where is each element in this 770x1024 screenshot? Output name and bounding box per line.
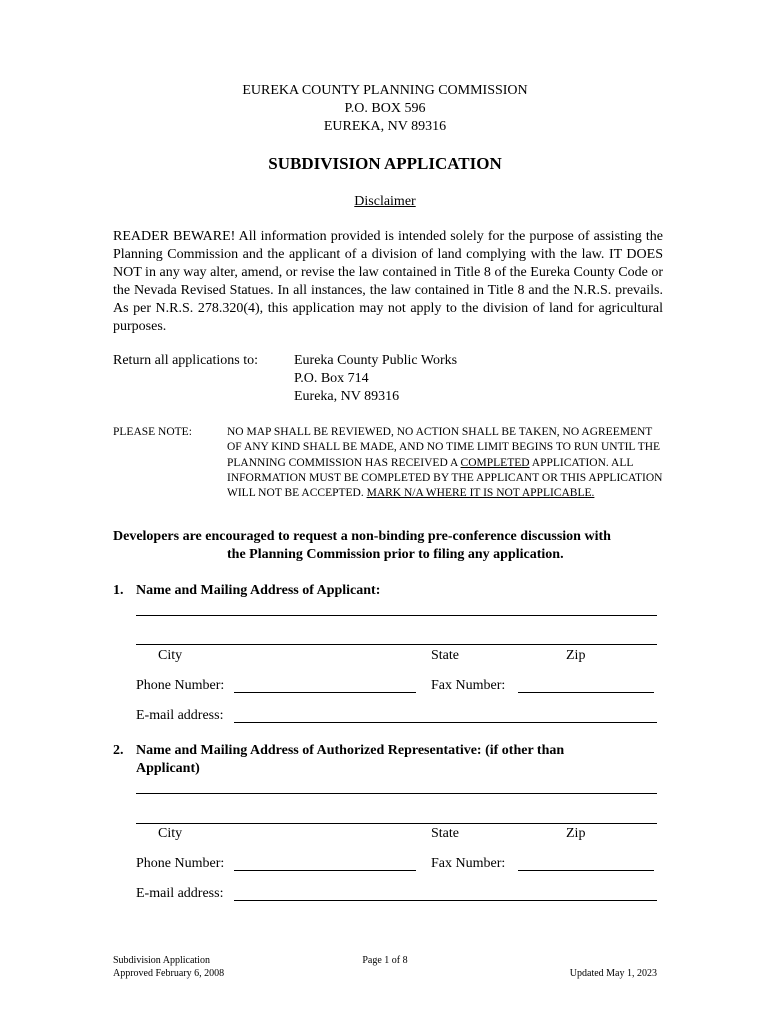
section2-name-line[interactable]: [136, 793, 657, 794]
section1-state-label: State: [431, 648, 459, 663]
return-address-2: P.O. Box 714: [294, 371, 369, 386]
section2-city-label: City: [158, 826, 183, 841]
section1-heading: Name and Mailing Address of Applicant:: [136, 583, 381, 598]
section2-number: 2.: [113, 743, 124, 758]
footer-right: Updated May 1, 2023: [569, 968, 657, 979]
disclaimer-heading: Disclaimer: [354, 194, 416, 209]
header-line-1: EUREKA COUNTY PLANNING COMMISSION: [242, 83, 528, 98]
footer-left-2: Approved February 6, 2008: [113, 968, 225, 979]
section2-fax-line[interactable]: [518, 870, 654, 871]
section1-zip-label: Zip: [566, 648, 586, 663]
document-title: SUBDIVISION APPLICATION: [268, 154, 502, 173]
section1-phone-label: Phone Number:: [136, 678, 225, 693]
disclaimer-text: READER BEWARE! All information provided is intended solely for the purpose of assisting the Planning Commission and the applicant of a division of land complying with the law. IT DOES NOT in any way alter, amend, or revise the law contained in Title 8 of the Eureka County Code or the Nevada Revised Statues. In all instances, the law contained in Title 8 and the N.R.S. prevails. As per N.R.S. 278.320(4), this application may not apply to the division of land for agricultural purposes.: [113, 229, 663, 334]
section1-city-label: City: [158, 648, 183, 663]
note-text-after: APPLICATION. ALL INFORMATION MUST BE COMPLETED BY THE APPLICANT OR THIS APPLICATION WILL NOT BE ACCEPTED.: [227, 456, 663, 500]
section2-heading-line-1: Name and Mailing Address of Authorized Representative: (if other than: [136, 743, 565, 758]
section1-fax-label: Fax Number:: [431, 678, 506, 693]
section2-zip-label: Zip: [566, 826, 586, 841]
note-text-before: NO MAP SHALL BE REVIEWED, NO ACTION SHALL BE TAKEN, NO AGREEMENT OF ANY KIND SHALL BE MADE, AND NO TIME LIMIT BEGINS TO RUN UNTIL THE PLANNING COMMISSION HAS RECEIVED A: [227, 426, 661, 469]
section1-name-line[interactable]: [136, 615, 657, 616]
note-completed: COMPLETED: [460, 456, 530, 469]
section2-address-line[interactable]: [136, 823, 657, 824]
footer-page-number: Page 1 of 8: [362, 955, 408, 966]
return-label: Return all applications to:: [113, 353, 259, 368]
section2-phone-label: Phone Number:: [136, 856, 225, 871]
note-mark-na: MARK N/A WHERE IT IS NOT APPLICABLE.: [366, 487, 595, 500]
section1-fax-line[interactable]: [518, 692, 654, 693]
please-note-text: [227, 425, 667, 501]
section1-email-label: E-mail address:: [136, 708, 224, 723]
section2-email-label: E-mail address:: [136, 886, 224, 901]
section1-email-line[interactable]: [234, 722, 657, 723]
section2-heading-line-2: Applicant): [136, 761, 200, 776]
section2-phone-line[interactable]: [234, 870, 416, 871]
return-address-3: Eureka, NV 89316: [294, 389, 400, 404]
disclaimer-heading-wrap: [0, 192, 770, 210]
section1-number: 1.: [113, 583, 124, 598]
section1-phone-line[interactable]: [234, 692, 416, 693]
footer-left-1: Subdivision Application: [113, 955, 210, 966]
developers-line-2: the Planning Commission prior to filing any application.: [227, 547, 564, 562]
section2-fax-label: Fax Number:: [431, 856, 506, 871]
section2-email-line[interactable]: [234, 900, 657, 901]
please-note-label: PLEASE NOTE:: [113, 426, 192, 438]
section1-address-line[interactable]: [136, 644, 657, 645]
return-address-1: Eureka County Public Works: [294, 353, 458, 368]
section2-state-label: State: [431, 826, 459, 841]
header-line-3: EUREKA, NV 89316: [323, 119, 447, 134]
developers-line-1: Developers are encouraged to request a non-binding pre-conference discussion with: [113, 529, 611, 544]
header-line-2: P.O. BOX 596: [344, 101, 426, 116]
